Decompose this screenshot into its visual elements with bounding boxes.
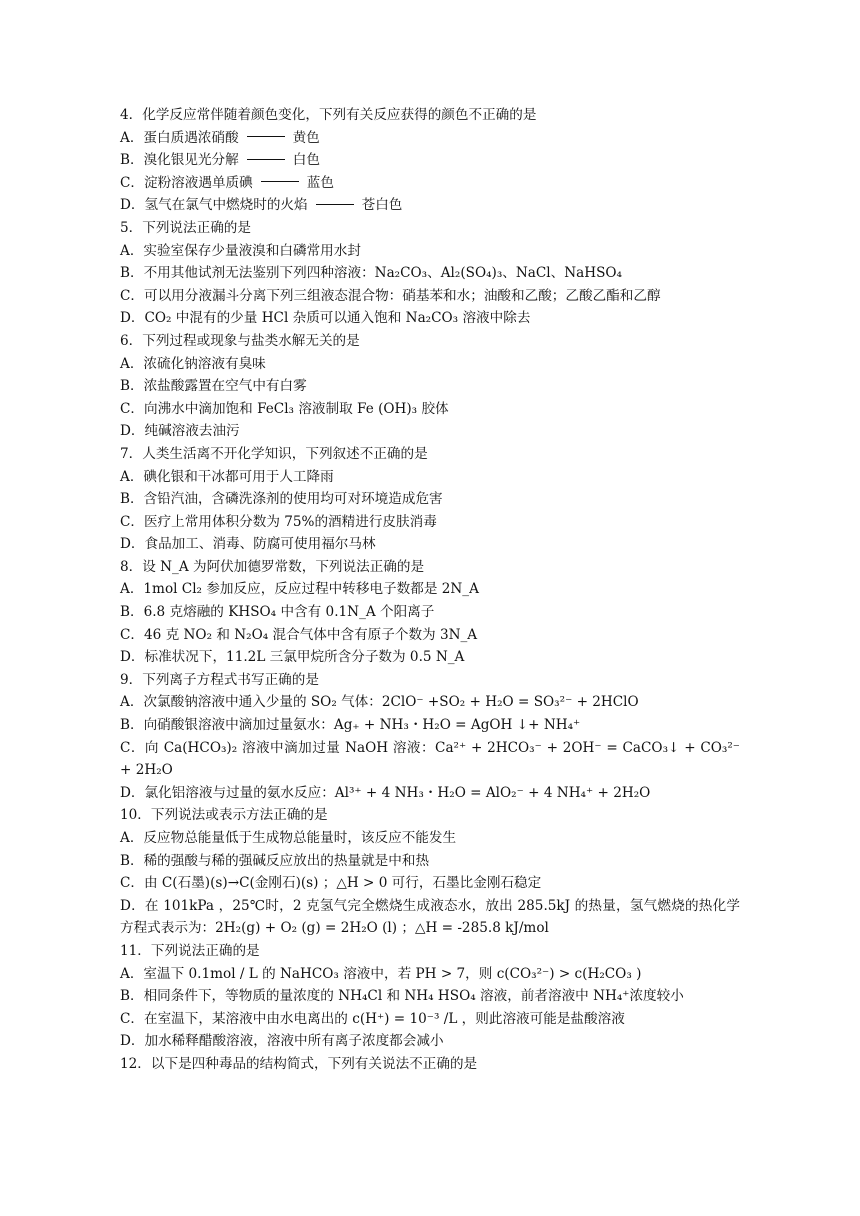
q4-option-a-color: 黄色 bbox=[292, 129, 320, 146]
dash-line bbox=[316, 204, 354, 205]
q6-option-d: D．纯碱溶液去油污 bbox=[120, 423, 240, 440]
q4-option-b-color: 白色 bbox=[292, 152, 320, 169]
q8-option-b: B．6.8 克熔融的 KHSO₄ 中含有 0.1N_A 个阳离子 bbox=[120, 604, 435, 621]
q11-option-d: D．加水稀释醋酸溶液，溶液中所有离子浓度都会减小 bbox=[120, 1033, 444, 1050]
q10-stem: 10．下列说法或表示方法正确的是 bbox=[120, 807, 328, 824]
q4-option-c-color: 蓝色 bbox=[306, 174, 334, 191]
q10-option-c: C．由 C(石墨)(s)→C(金刚石)(s) ；△H > 0 可行，石墨比金刚石稳定 bbox=[120, 875, 542, 892]
q5-option-b: B．不用其他试剂无法鉴别下列四种溶液：Na₂CO₃、Al₂(SO₄)₃、NaCl、NaHSO₄ bbox=[120, 265, 622, 282]
q4-option-c bbox=[120, 172, 740, 195]
q8-stem: 8．设 N_A 为阿伏加德罗常数，下列说法正确的是 bbox=[120, 558, 425, 575]
q11-option-b: B．相同条件下，等物质的量浓度的 NH₄Cl 和 NH₄ HSO₄ 溶液，前者溶液中 NH₄⁺浓度较小 bbox=[120, 988, 684, 1005]
q4-option-b-text: B．溴化银见光分解 bbox=[120, 152, 239, 169]
q5-option-c: C．可以用分液漏斗分离下列三组液态混合物：硝基苯和水；油酸和乙酸；乙酸乙酯和乙醇 bbox=[120, 287, 661, 304]
q6-option-c: C．向沸水中滴加饱和 FeCl₃ 溶液制取 Fe (OH)₃ 胶体 bbox=[120, 400, 449, 417]
q5-option-d: D．CO₂ 中混有的少量 HCl 杂质可以通入饱和 Na₂CO₃ 溶液中除去 bbox=[120, 310, 531, 327]
q9-option-a: A．次氯酸钠溶液中通入少量的 SO₂ 气体：2ClO⁻ +SO₂ + H₂O = SO₃²⁻ + 2HClO bbox=[120, 694, 639, 711]
q5-stem: 5．下列说法正确的是 bbox=[120, 219, 251, 236]
q10-option-a: A．反应物总能量低于生成物总能量时，该反应不能发生 bbox=[120, 830, 457, 846]
q8-option-a: A．1mol Cl₂ 参加反应，反应过程中转移电子数都是 2N_A bbox=[120, 581, 479, 598]
q4-option-a-text: A．蛋白质遇浓硝酸 bbox=[120, 129, 239, 146]
dash-line bbox=[261, 181, 299, 182]
q9-stem: 9．下列离子方程式书写正确的是 bbox=[120, 671, 319, 688]
q7-option-a: A．碘化银和干冰都可用于人工降雨 bbox=[120, 468, 334, 485]
q6-option-b: B．浓盐酸露置在空气中有白雾 bbox=[120, 378, 307, 395]
q6-option-a: A．浓硫化钠溶液有臭味 bbox=[120, 355, 266, 372]
q12-stem: 12．以下是四种毒品的结构简式，下列有关说法不正确的是 bbox=[120, 1055, 478, 1072]
q8-option-c: C．46 克 NO₂ 和 N₂O₄ 混合气体中含有原子个数为 3N_A bbox=[120, 626, 478, 643]
q4-option-d-color: 苍白色 bbox=[361, 197, 403, 214]
q7-stem: 7．人类生活离不开化学知识，下列叙述不正确的是 bbox=[120, 445, 428, 462]
q4-option-d-text: D．氢气在氯气中燃烧时的火焰 bbox=[120, 197, 308, 214]
q9-option-b: B．向硝酸银溶液中滴加过量氨水：Ag₊ + NH₃・H₂O = AgOH ↓+ NH₄⁺ bbox=[120, 717, 581, 734]
q7-option-d: D．食品加工、消毒、防腐可使用福尔马林 bbox=[120, 536, 376, 553]
q11-option-c: C．在室温下，某溶液中由水电离出的 c(H⁺) = 10⁻³ /L ，则此溶液可能是盐酸溶液 bbox=[120, 1010, 625, 1027]
q4-option-a bbox=[120, 127, 740, 150]
q9-option-c: C．向 Ca(HCO₃)₂ 溶液中滴加过量 NaOH 溶液：Ca²⁺ + 2HCO₃⁻ + 2OH⁻ = CaCO₃↓ + CO₃²⁻ + 2H₂O bbox=[120, 739, 740, 779]
q11-option-a: A．室温下 0.1mol / L 的 NaHCO₃ 溶液中，若 PH > 7，则 c(CO₃²⁻) > c(H₂CO₃ ) bbox=[120, 965, 642, 982]
q11-stem: 11．下列说法正确的是 bbox=[120, 942, 260, 959]
q5-option-a: A．实验室保存少量液溴和白磷常用水封 bbox=[120, 242, 361, 259]
q9-option-d: D．氯化铝溶液与过量的氨水反应：Al³⁺ + 4 NH₃・H₂O = AlO₂⁻ + 4 NH₄⁺ + 2H₂O bbox=[120, 784, 651, 801]
q7-option-b: B．含铅汽油，含磷洗涤剂的使用均可对环境造成危害 bbox=[120, 491, 443, 508]
q4-stem: 4．化学反应常伴随着颜色变化，下列有关反应获得的颜色不正确的是 bbox=[120, 107, 537, 123]
q10-option-d: D．在 101kPa ，25℃时，2 克氢气完全燃烧生成液态水，放出 285.5kJ 的热量，氢气燃烧的热化学方程式表示为：2H₂(g) + O₂ (g) = 2H₂O (l) ；△H = -285.8 kJ/mol bbox=[120, 897, 740, 937]
q4-option-b bbox=[120, 149, 740, 172]
exam-page bbox=[120, 104, 740, 1076]
dash-line bbox=[247, 136, 285, 137]
q10-option-b: B．稀的强酸与稀的强碱反应放出的热量就是中和热 bbox=[120, 852, 430, 869]
dash-line bbox=[247, 159, 285, 160]
q8-option-d: D．标准状况下，11.2L 三氯甲烷所含分子数为 0.5 N_A bbox=[120, 649, 465, 666]
q4-option-d bbox=[120, 194, 740, 217]
q6-stem: 6．下列过程或现象与盐类水解无关的是 bbox=[120, 332, 360, 349]
q4-option-c-text: C．淀粉溶液遇单质碘 bbox=[120, 174, 253, 191]
q7-option-c: C．医疗上常用体积分数为 75%的酒精进行皮肤消毒 bbox=[120, 513, 437, 530]
